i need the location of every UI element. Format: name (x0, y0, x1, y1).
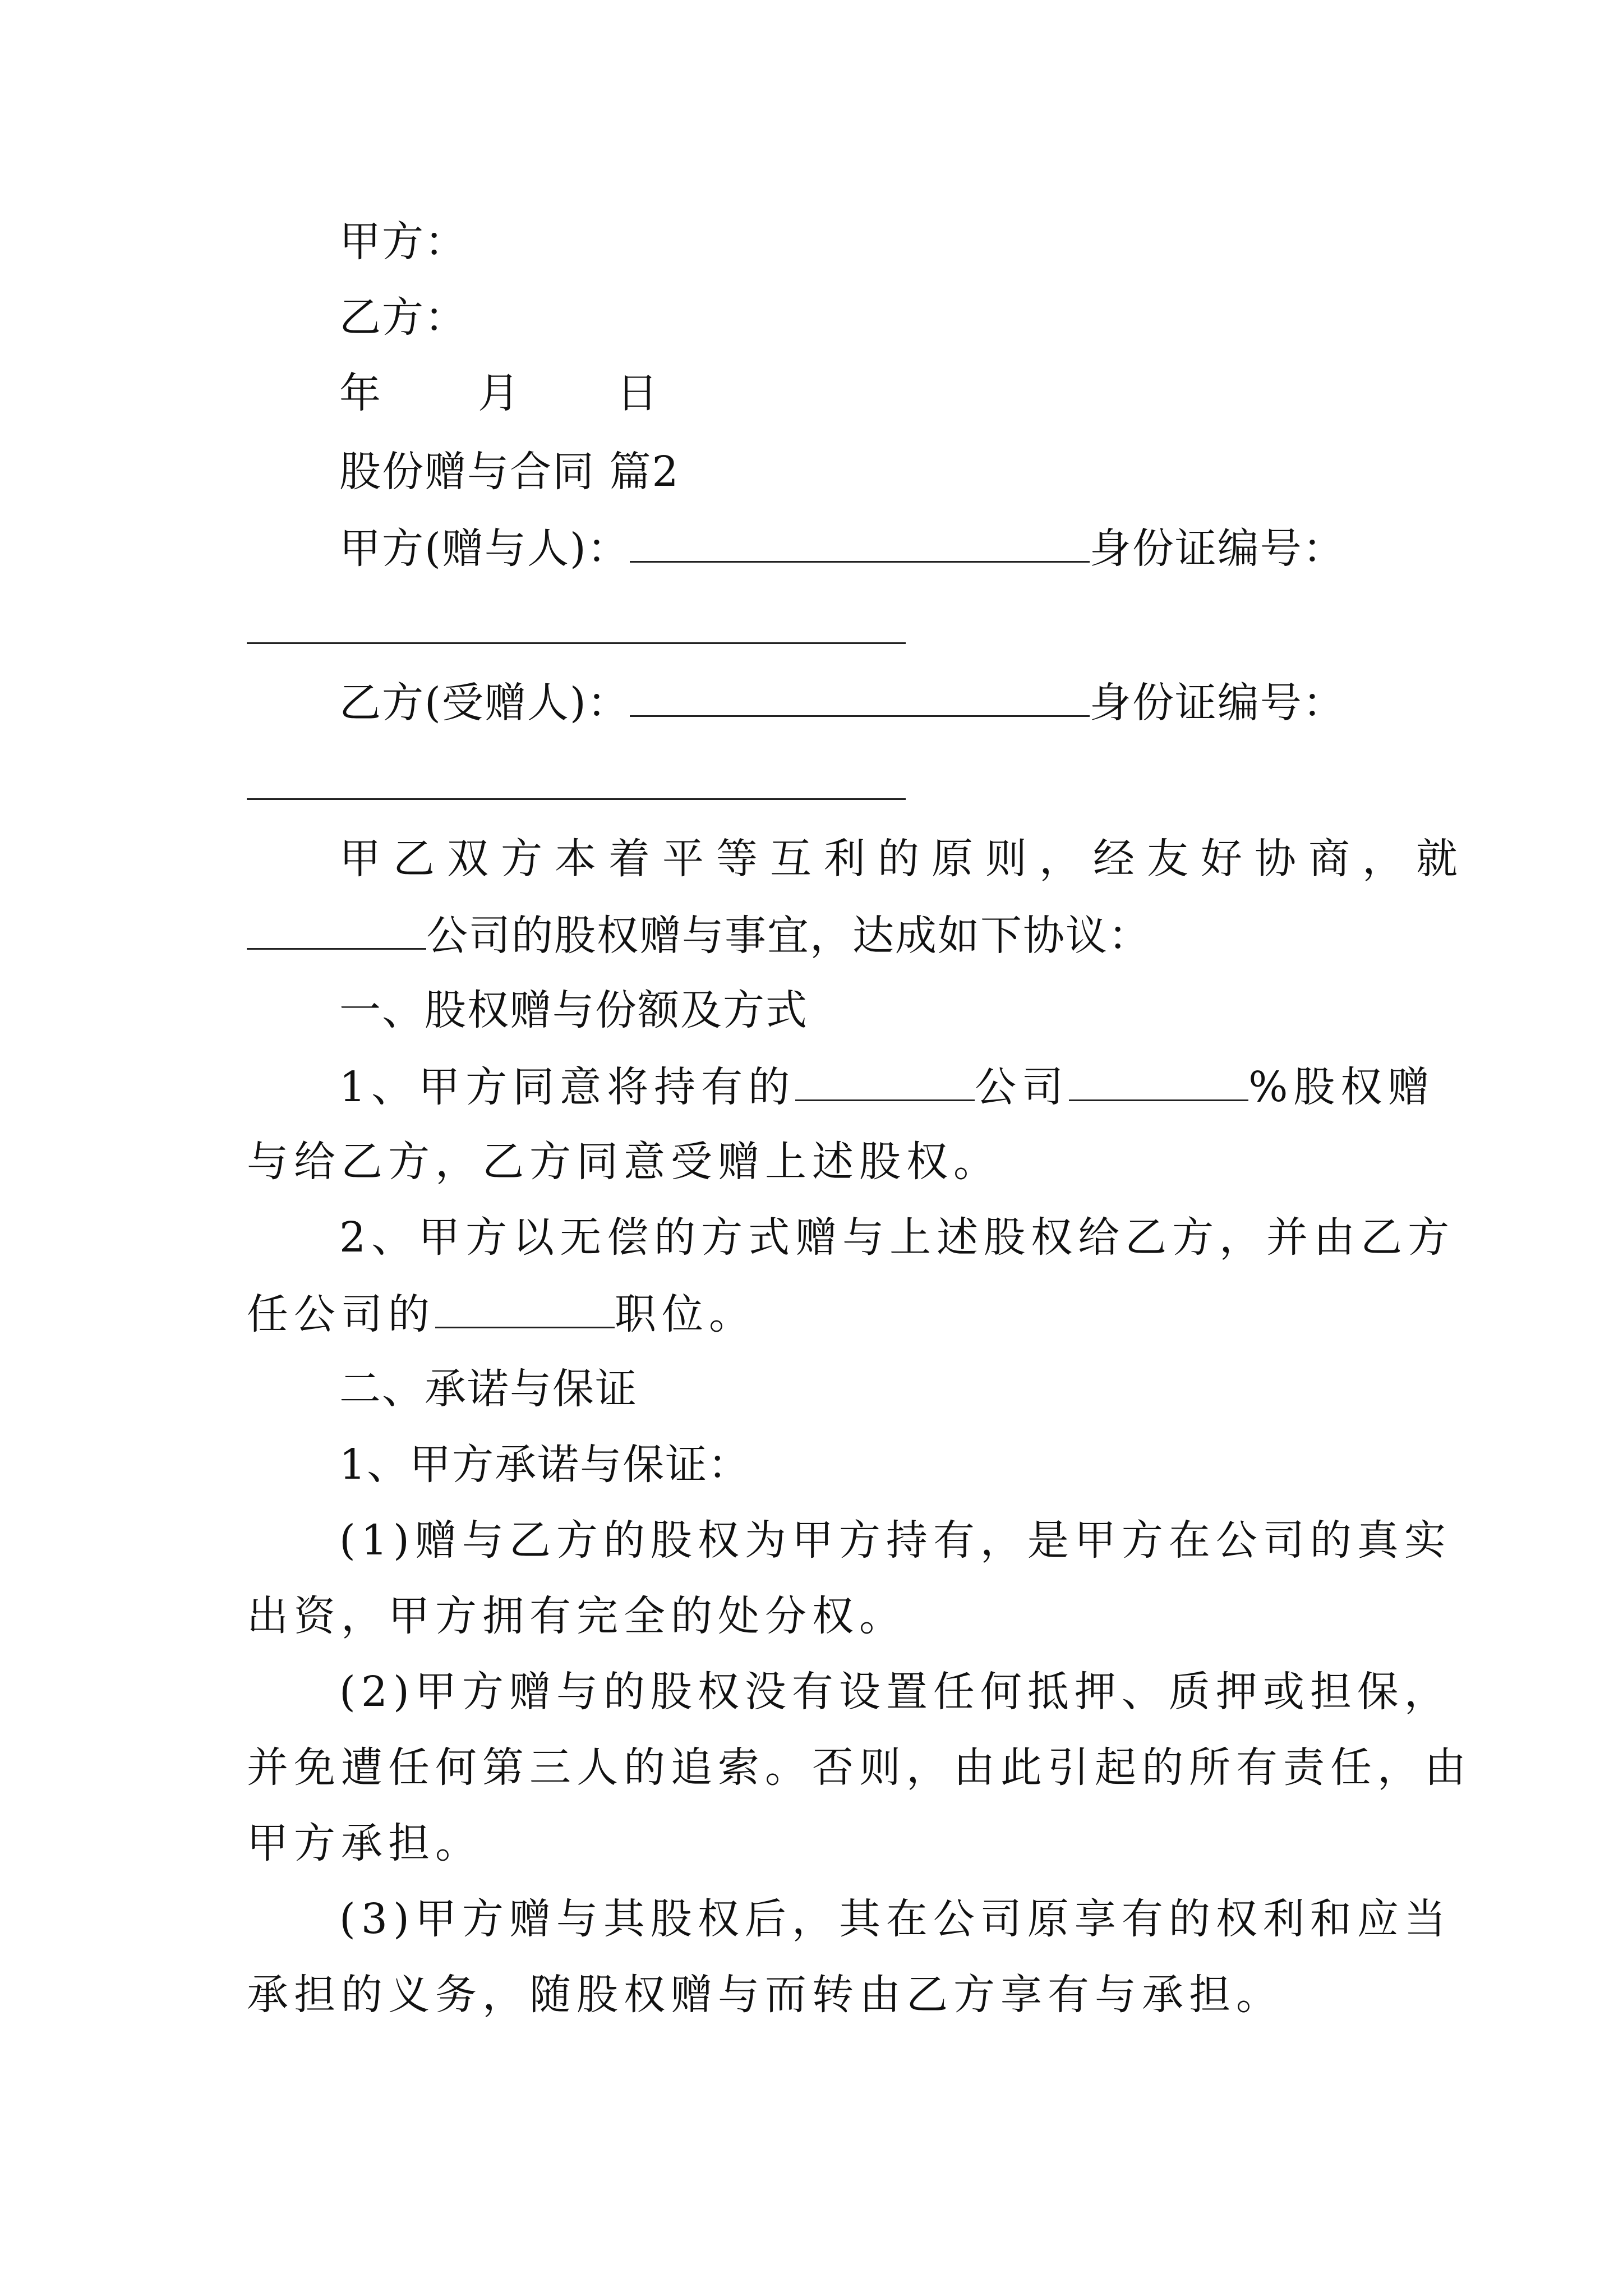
party-a-label: 甲方(赠与人)： (339, 524, 630, 573)
date-year: 年 (339, 369, 382, 417)
party-a-id-blank (247, 642, 906, 644)
date-day: 日 (616, 369, 660, 417)
clause-1-text-c: %股权赠 (1248, 1063, 1435, 1111)
party-b-line (339, 676, 1345, 729)
signature-party-a: 甲方： (339, 218, 467, 266)
section-title: 股份赠与合同 篇2 (339, 448, 680, 496)
signature-date (339, 367, 659, 419)
clause-2-text-a: 任公司的 (247, 1290, 435, 1338)
party-a-name-blank (630, 522, 1090, 563)
party-b-label: 乙方(受赠人)： (339, 679, 630, 727)
party-a-line (339, 522, 1345, 574)
date-month: 月 (478, 369, 521, 417)
clause-1-line-2: 与给乙方，乙方同意受赠上述股权。 (247, 1138, 1000, 1186)
point-1-line-1: (1)赠与乙方的股权为甲方持有，是甲方在公司的真实 (339, 1516, 1451, 1565)
clause-1-company-blank (795, 1060, 975, 1101)
clause-1-text-b: 公司 (975, 1063, 1069, 1111)
point-2-line-2: 并免遭任何第三人的追索。否则，由此引起的所有责任，由 (247, 1743, 1472, 1792)
point-2-line-3: 甲方承担。 (247, 1819, 482, 1867)
point-3-line-2: 承担的义务，随股权赠与而转由乙方享有与承担。 (247, 1971, 1283, 2019)
signature-party-b: 乙方： (339, 293, 467, 342)
heading-2-sub-1: 1、甲方承诺与保证： (339, 1441, 751, 1489)
clause-1-text-a: 1、甲方同意将持有的 (339, 1063, 796, 1111)
clause-2-text-b: 职位。 (615, 1290, 756, 1338)
point-3-line-1: (3)甲方赠与其股权后，其在公司原享有的权利和应当 (339, 1895, 1451, 1943)
clause-1-line-1 (339, 1060, 1435, 1113)
point-1-line-2: 出资，甲方拥有完全的处分权。 (247, 1592, 906, 1640)
heading-2: 二、承诺与保证 (339, 1365, 638, 1413)
company-name-blank (247, 909, 426, 950)
intro-line-1: 甲乙双方本着平等互利的原则，经友好协商，就 (339, 835, 1470, 883)
point-2-line-1: (2)甲方赠与的股权没有设置任何抵押、质押或担保， (339, 1668, 1451, 1716)
clause-2-line-2 (247, 1287, 756, 1340)
party-b-name-blank (630, 676, 1090, 717)
position-blank (435, 1287, 615, 1328)
clause-2-line-1: 2、甲方以无偿的方式赠与上述股权给乙方，并由乙方 (339, 1213, 1455, 1262)
party-a-id-label: 身份证编号： (1089, 524, 1345, 573)
party-b-id-label: 身份证编号： (1089, 679, 1345, 727)
intro-line-2-text: 公司的股权赠与事宜，达成如下协议： (426, 912, 1151, 960)
heading-1: 一、股权赠与份额及方式 (339, 986, 808, 1034)
intro-line-2 (247, 909, 1151, 961)
party-b-id-blank (247, 798, 906, 800)
clause-1-percent-blank (1069, 1060, 1248, 1101)
